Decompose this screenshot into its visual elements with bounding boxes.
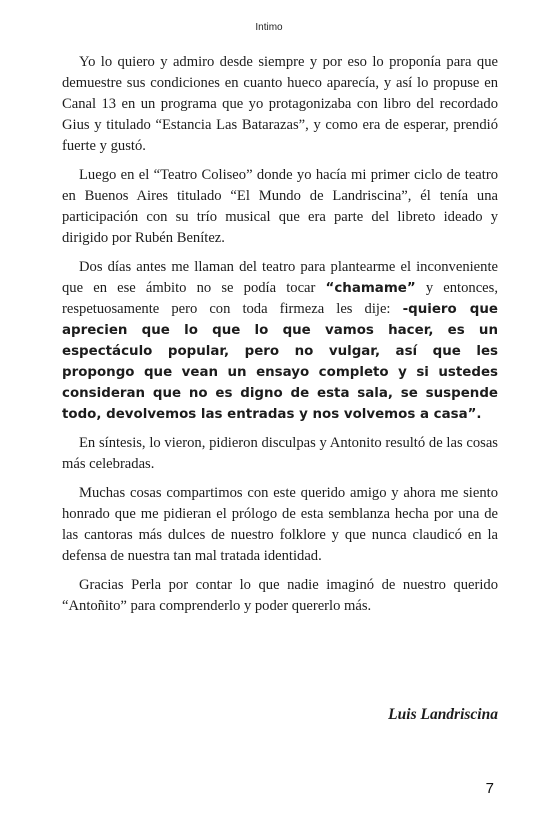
paragraph-3-intro: Dos días antes me llaman del teatro para plantearme el inconveniente que en ese ámbito no se podía tocar	[62, 259, 498, 296]
body-text	[62, 52, 498, 625]
paragraph-6: Gracias Perla por contar lo que nadie imaginó de nuestro querido “Antoñito” para comprenderlo y poder quererlo más.	[62, 577, 498, 614]
paragraph-3	[62, 257, 498, 425]
paragraph-4: En síntesis, lo vieron, pidieron disculpas y Antonito resultó de las cosas más celebradas.	[62, 435, 498, 472]
paragraph-5: Muchas cosas compartimos con este querido amigo y ahora me siento honrado que me pidieran el prólogo de esta semblanza hecha por una de las cantoras más dulces de nuestro folklore y que nunca claudicó en la defensa de nuestra tan mal tratada identidad.	[62, 485, 498, 564]
paragraph-3-middle: y entonces, respetuosamente pero con toda firmeza les dije:	[62, 280, 498, 317]
quoted-speech-emphasis: -quiero que aprecien que lo que lo que vamos hacer, es un espectáculo popular, pero no vulgar, así que les propongo que vean un ensayo completo y si ustedes consideran que no es digno de esta sala, se suspende todo, devolvemos las entradas y nos volvemos a casa”.	[62, 302, 498, 422]
paragraph-2: Luego en el “Teatro Coliseo” donde yo hacía mi primer ciclo de teatro en Buenos Aires titulado “El Mundo de Landriscina”, él tenía una participación con su trío musical que era parte del libreto ideado y dirigido por Rubén Benítez.	[62, 167, 498, 246]
page-number: 7	[485, 780, 494, 797]
author-signature: Luis Landriscina	[388, 706, 498, 723]
chamame-emphasis: “chamame”	[325, 281, 416, 296]
paragraph-1: Yo lo quiero y admiro desde siempre y por eso lo proponía para que demuestre sus condiciones en cuanto hueco aparecía, y así lo propuse en Canal 13 en un programa que yo protagonizaba con libro del recordado Gius y titulado “Estancia Las Batarazas”, y como era de esperar, prendió fuerte y gustó.	[62, 54, 498, 154]
running-header: Intimo	[255, 22, 283, 33]
